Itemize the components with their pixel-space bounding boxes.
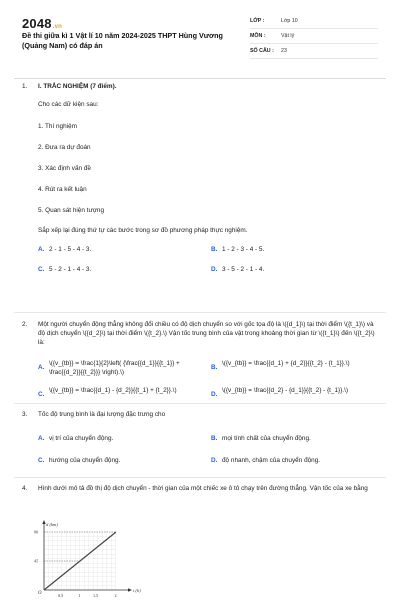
x-tick-label: 2 xyxy=(114,593,117,598)
displacement-time-graph xyxy=(30,518,150,600)
option-text: 1 - 2 - 3 - 4 - 5. xyxy=(222,246,265,253)
question-number: 3. xyxy=(22,411,28,418)
option-a[interactable] xyxy=(38,434,113,443)
option-b[interactable] xyxy=(211,434,311,443)
option-letter: C. xyxy=(38,391,45,398)
meta-row-class xyxy=(250,14,378,29)
option-text: \({v_{tb}} = \frac{{d_1} + {d_2}}{{t_2} - {t_1}}.\) xyxy=(222,360,350,367)
question-2 xyxy=(22,320,378,400)
option-c[interactable] xyxy=(38,386,195,399)
option-letter: A. xyxy=(38,364,45,371)
question-divider xyxy=(14,312,386,313)
meta-key: SỐ CÂU : xyxy=(250,48,274,54)
option-text: mọi tính chất của chuyển động. xyxy=(222,435,311,442)
option-text: \({v_{tb}} = \frac{{d_1} - {d_2}}{{t_1} + {t_2}}.\) xyxy=(49,387,177,394)
logo-text: 2048 xyxy=(22,16,52,31)
meta-value: Vật lý xyxy=(281,33,295,39)
x-tick-label: 1 xyxy=(78,593,81,598)
option-d[interactable] xyxy=(211,265,264,274)
list-item: 5. Quan sát hiện tượng xyxy=(38,207,105,214)
option-letter: B. xyxy=(211,364,218,371)
question-1 xyxy=(22,82,378,272)
option-text: 2 - 1 - 5 - 4 - 3. xyxy=(49,246,92,253)
list-item: 3. Xác định vấn đề xyxy=(38,165,91,172)
option-b[interactable] xyxy=(211,359,368,372)
question-prompt: Sắp xếp lại đúng thứ tự các bước trong sơ đồ phương pháp thực nghiệm. xyxy=(38,227,248,234)
option-a[interactable] xyxy=(38,359,195,377)
meta-row-subject xyxy=(250,29,378,44)
exam-title: Đề thi giữa kì 1 Vật lí 10 năm 2024-2025 THPT Hùng Vương (Quảng Nam) có đáp án xyxy=(22,31,223,50)
logo-suffix: .vn xyxy=(52,24,63,30)
option-b[interactable] xyxy=(211,245,264,254)
question-3 xyxy=(22,410,378,470)
exam-meta xyxy=(250,14,378,59)
header-divider xyxy=(14,78,386,79)
option-letter: C. xyxy=(38,457,45,464)
option-letter: B. xyxy=(211,435,218,442)
meta-value: Lớp 10 xyxy=(281,18,298,24)
option-c[interactable] xyxy=(38,265,91,274)
question-text: Hình dưới mô tả đồ thị độ dịch chuyển - thời gian của một chiếc xe ô tô chạy trên đường thẳng. Vận tốc của xe bằng xyxy=(38,485,368,492)
question-divider xyxy=(14,403,386,404)
option-letter: A. xyxy=(38,435,45,442)
question-number: 1. xyxy=(22,83,28,90)
meta-value: 23 xyxy=(281,48,287,54)
list-item: 2. Đưa ra dự đoán xyxy=(38,144,91,151)
site-logo[interactable] xyxy=(22,16,62,31)
option-text: vị trí của chuyển động. xyxy=(49,435,114,442)
option-text: hướng của chuyển động. xyxy=(49,457,121,464)
option-d[interactable] xyxy=(211,456,320,465)
option-letter: C. xyxy=(38,266,45,273)
x-tick-label: 0,5 xyxy=(58,593,64,598)
option-letter: D. xyxy=(211,266,218,273)
option-letter: B. xyxy=(211,246,218,253)
section-heading: I. TRẮC NGHIỆM (7 điểm). xyxy=(38,83,117,90)
y-axis-label: d (km) xyxy=(46,522,58,527)
question-number: 2. xyxy=(22,321,28,328)
question-text: Tốc độ trung bình là đại lượng đặc trưng cho xyxy=(38,411,166,418)
option-text: 5 - 2 - 1 - 4 - 3. xyxy=(49,266,92,273)
option-text: độ nhanh, chậm của chuyển động. xyxy=(222,457,321,464)
meta-key: MÔN : xyxy=(250,33,266,39)
option-text: \({v_{tb}} = \frac{{d_2} - {d_1}}{{t_2} - {t_1}}.\) xyxy=(222,387,348,394)
x-axis-arrow-icon xyxy=(128,588,132,591)
question-4 xyxy=(22,484,378,514)
option-letter: A. xyxy=(38,246,45,253)
option-letter: D. xyxy=(211,457,218,464)
list-item: 4. Rút ra kết luận xyxy=(38,186,87,193)
y-tick-label: 45 xyxy=(34,558,39,564)
option-text: 3 - 5 - 2 - 1 - 4. xyxy=(222,266,265,273)
option-d[interactable] xyxy=(211,386,368,399)
x-axis-label: t (h) xyxy=(133,588,141,593)
option-c[interactable] xyxy=(38,456,120,465)
option-text: \({v_{tb}} = \frac{1}{2}\left( {\frac{{d_1}}{{t_1}} + \frac{{d_2}}{{t_2}}} \right).\) xyxy=(49,360,180,376)
origin-label: O xyxy=(38,591,42,596)
page-header xyxy=(0,0,400,78)
option-letter: D. xyxy=(211,391,218,398)
meta-row-count xyxy=(250,44,378,59)
x-tick-label: 1,5 xyxy=(93,593,99,598)
meta-key: LỚP : xyxy=(250,18,265,24)
question-number: 4. xyxy=(22,485,28,492)
option-a[interactable] xyxy=(38,245,91,254)
question-text: Một người chuyển động thẳng không đổi chiều có độ dịch chuyển so với gốc tọa độ là \({d_1}\) tại thời điểm \({t_1}\) và độ dịch chuyển \({d_2}\) tại thời điểm \({t_2}.\) Vận tốc trung bình của vật trong khoảng thời gian từ \({t_1}\) đến \({t_2}\) là: xyxy=(38,321,375,346)
list-item: 1. Thí nghiệm xyxy=(38,123,77,130)
question-divider xyxy=(14,477,386,478)
y-tick-label: 90 xyxy=(34,529,39,535)
question-intro: Cho các dữ kiện sau: xyxy=(38,101,99,108)
